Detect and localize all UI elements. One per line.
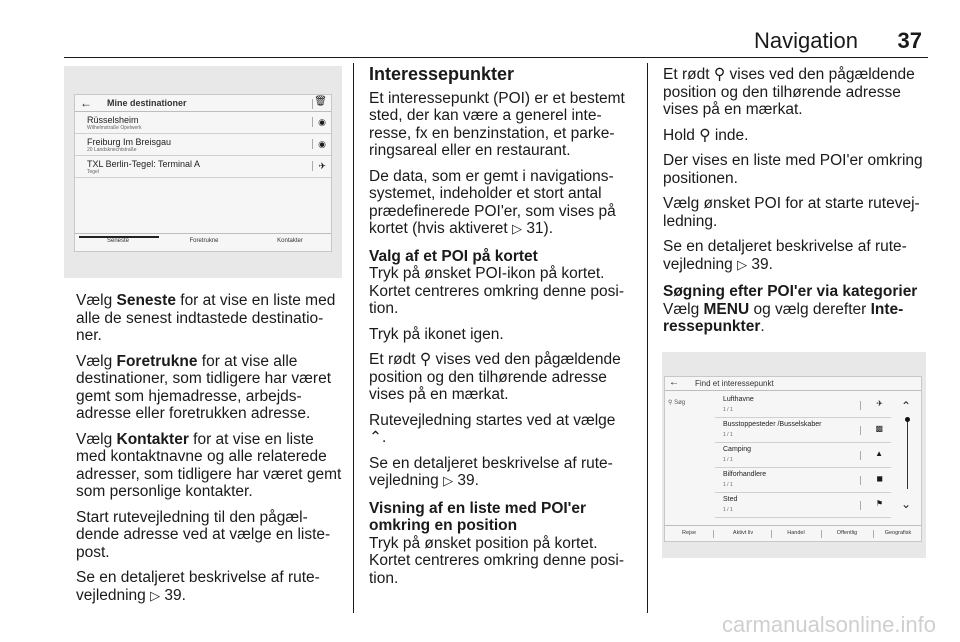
column-divider-1: [353, 63, 354, 613]
search-icon: ⚲: [668, 400, 673, 406]
destination-item[interactable]: [75, 135, 331, 156]
separator: [860, 501, 861, 510]
chevron-down-icon[interactable]: ⌄: [901, 497, 912, 511]
place-icon[interactable]: ⚑: [875, 499, 883, 508]
separator: [312, 139, 313, 149]
tab-contacts[interactable]: Kontakter: [277, 238, 303, 244]
poi-screen: [664, 376, 922, 542]
poi-category-item[interactable]: [715, 443, 891, 468]
poi-header: [665, 377, 921, 391]
page-ref[interactable]: 39.: [457, 472, 479, 489]
column-divider-2: [647, 63, 648, 613]
paragraph: Start rutevejledning til den pågæl-dende adresse ved at vælge en liste-post.: [76, 508, 331, 561]
scroll-track: [907, 417, 908, 489]
destination-address: Tegel: [87, 169, 99, 175]
category-name: Lufthavne: [723, 396, 754, 403]
paragraph: Se en detaljeret beskrivelse af rute-vejledning ▷ 39.: [369, 454, 613, 489]
screenshot-my-destinations: [64, 66, 342, 278]
poi-category-item[interactable]: [715, 418, 891, 443]
tab-active-life[interactable]: Aktivt liv: [732, 530, 754, 536]
poi-category-item[interactable]: [715, 493, 891, 518]
column-3: [663, 66, 928, 344]
column-2: [369, 66, 639, 595]
poi-title: Find et interessepunkt: [695, 379, 774, 388]
paragraph: Hold ⚲ inde.: [663, 126, 749, 144]
airplane-icon[interactable]: ✈: [318, 161, 326, 171]
paragraph: Vælg Kontakter for at vise en liste med kontaktnavne og alle relaterede adresser, som tidligere har været gemt som personlige kontakter.: [76, 430, 342, 500]
separator: [771, 530, 772, 538]
bus-icon[interactable]: ▩: [875, 424, 883, 433]
tab-favorites[interactable]: Foretrukne: [189, 238, 219, 244]
category-name: Busstoppesteder /Busselskaber: [723, 421, 822, 428]
scroll-thumb[interactable]: [905, 417, 910, 422]
search-button[interactable]: [668, 399, 685, 406]
car-icon[interactable]: ◼: [876, 474, 883, 483]
page-number: 37: [897, 28, 922, 53]
destination-name: TXL Berlin-Tegel: Terminal A: [87, 159, 201, 169]
category-count: 1 / 1: [723, 432, 733, 438]
paragraph: Tryk på ikonet igen.: [369, 325, 504, 343]
category-count: 1 / 1: [723, 482, 733, 488]
tab-geographic[interactable]: Geografisk: [884, 530, 912, 536]
poi-category-item[interactable]: [715, 393, 891, 418]
subheading: Valg af et POI på kortet: [369, 247, 538, 265]
category-count: 1 / 1: [723, 407, 733, 413]
location-pin-icon: ⚲: [699, 126, 711, 144]
tab-public[interactable]: Offentlig: [836, 530, 858, 536]
pin-icon[interactable]: ◉: [318, 117, 326, 127]
page-ref-icon: ▷: [737, 256, 748, 272]
destination-item[interactable]: [75, 157, 331, 178]
poi-tabs: [665, 525, 921, 541]
paragraph: Vælg ønsket POI for at starte rutevej-ledning.: [663, 195, 920, 230]
paragraph: Tryk på ønsket position på kortet. Kortet centreres omkring denne posi-tion.: [369, 534, 625, 587]
destination-address: Wilhelmstraße Opelwerk: [87, 125, 142, 131]
category-count: 1 / 1: [723, 457, 733, 463]
active-tab-indicator: [79, 236, 159, 238]
destination-name: Rüsselsheim: [87, 115, 139, 125]
separator: [873, 530, 874, 538]
destination-item[interactable]: [75, 113, 331, 134]
page-ref-icon: ▷: [512, 221, 522, 236]
watermark: carmanualsonline.info: [721, 612, 936, 637]
page-ref-icon: ▷: [150, 587, 161, 603]
back-arrow-icon[interactable]: ←: [669, 377, 679, 388]
separator: [860, 476, 861, 485]
separator: [821, 530, 822, 538]
destinations-title: Mine destinationer: [107, 98, 187, 108]
chevron-up-icon[interactable]: ⌃: [901, 399, 912, 413]
trash-icon[interactable]: 🗑: [314, 96, 327, 107]
tab-shopping[interactable]: Handel: [787, 530, 805, 536]
tab-label: Seneste: [106, 238, 130, 244]
paragraph: Et rødt ⚲ vises ved den pågældende position og den tilhørende adresse vises på en mærkat.: [369, 351, 621, 403]
page-ref[interactable]: 31).: [526, 220, 554, 237]
location-pin-icon: ⚲: [713, 66, 726, 83]
separator: [860, 401, 861, 410]
pin-icon[interactable]: ◉: [318, 139, 326, 149]
separator: [860, 426, 861, 435]
page-ref-icon: ▷: [443, 473, 454, 488]
paragraph: Se en detaljeret beskrivelse af rute-vejledning ▷ 39.: [663, 238, 907, 273]
back-arrow-icon[interactable]: ←: [80, 96, 92, 110]
paragraph: De data, som er gemt i navigations-systemet, indeholder et stort antal prædefinerede POI'er, som vises på kortet (hvis aktiveret ▷ 31).: [369, 167, 616, 237]
tab-travel[interactable]: Rejse: [681, 530, 697, 536]
poi-category-item[interactable]: [715, 468, 891, 493]
separator: [312, 161, 313, 171]
screenshot-find-poi: [662, 352, 926, 558]
tent-icon[interactable]: ▲: [875, 449, 883, 458]
subheading: Søgning efter POI'er via kategorier: [663, 283, 918, 300]
category-count: 1 / 1: [723, 507, 733, 513]
search-label: Søg: [674, 400, 686, 406]
page-ref[interactable]: 39.: [751, 255, 773, 273]
paragraph: Der vises en liste med POI'er omkring positionen.: [663, 152, 923, 187]
destinations-screen: [74, 94, 332, 252]
paragraph: Et interessepunkt (POI) er et bestemt sted, der kan være a generel inte-resse, fx en benzinstation, et parke-ringsareal eller en restaurant.: [369, 89, 625, 159]
airplane-icon[interactable]: ✈: [876, 399, 883, 408]
column-1: [76, 292, 346, 612]
category-name: Bilforhandlere: [723, 471, 767, 478]
header-rule: [64, 57, 928, 58]
chapter-title: Navigation: [754, 28, 858, 53]
section-heading: Interessepunkter: [369, 64, 515, 84]
paragraph: Tryk på ønsket POI-ikon på kortet. Kortet centreres omkring denne posi-tion.: [369, 265, 625, 317]
separator: [860, 451, 861, 460]
paragraph: Et rødt ⚲ vises ved den pågældende position og den tilhørende adresse vises på en mærkat.: [663, 66, 915, 118]
paragraph: Vælg Seneste for at vise en liste med alle de senest indtastede destinatio-ner.: [76, 292, 336, 344]
page-header: [64, 24, 928, 56]
location-pin-icon: ⚲: [419, 351, 432, 368]
subheading: Visning af en liste med POI'er omkring en position: [369, 499, 587, 534]
page-ref[interactable]: 39.: [164, 586, 186, 604]
separator: [312, 99, 313, 109]
separator: [312, 117, 313, 127]
tab-recent[interactable]: [75, 238, 161, 244]
scrollbar[interactable]: [897, 399, 919, 511]
category-name: Camping: [723, 446, 752, 453]
destinations-tabs: [75, 233, 331, 251]
guidance-start-icon: ⌃: [369, 429, 382, 446]
category-name: Sted: [723, 496, 738, 503]
separator: [713, 530, 714, 538]
destinations-header: [75, 95, 331, 112]
paragraph: Se en detaljeret beskrivelse af rute-vejledning ▷ 39.: [76, 569, 320, 604]
destination-name: Freiburg Im Breisgau: [87, 137, 172, 147]
destination-address: 20 Landsknechtstraße: [87, 147, 137, 153]
paragraph: Rutevejledning startes ved at vælge ⌃.: [369, 411, 616, 446]
paragraph: Vælg Foretrukne for at vise alle destinationer, som tidligere har været gemt som hjemadresse, arbejds-adresse eller foretrukken adresse.: [76, 352, 332, 422]
paragraph: Vælg MENU og vælg derefter Inte-ressepunkter.: [663, 300, 904, 335]
